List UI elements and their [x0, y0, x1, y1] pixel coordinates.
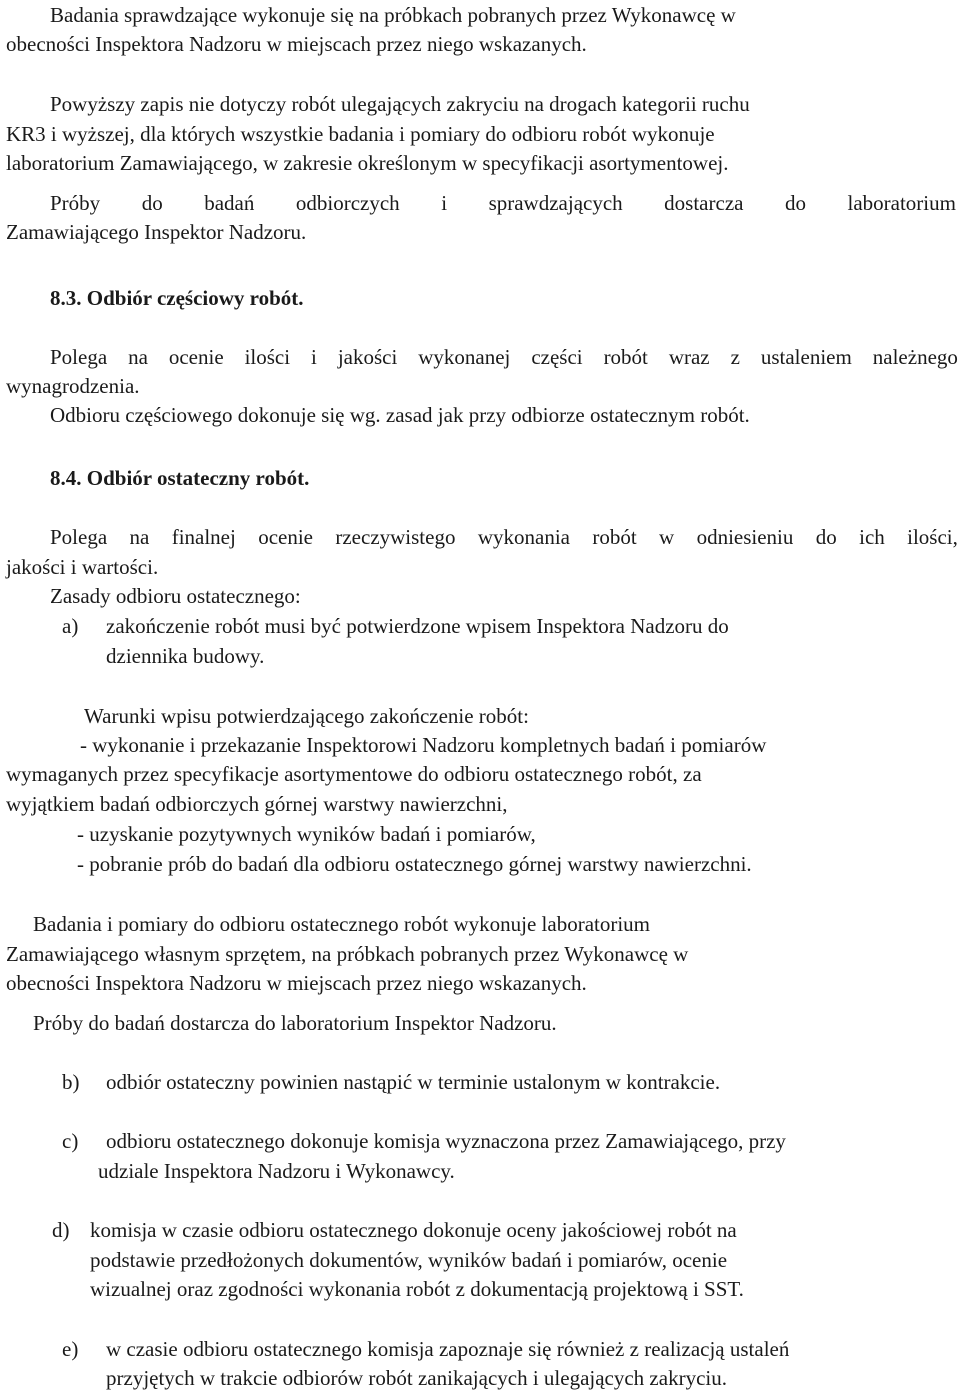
- word: odbiorczych: [295, 191, 400, 215]
- text-line: Próby do badań dostarcza do laboratorium Inspektor Nadzoru.: [33, 1011, 557, 1035]
- word: wykonania: [477, 525, 570, 549]
- word: jakości: [337, 345, 398, 369]
- text-line: Powyższy zapis nie dotyczy robót ulegających zakryciu na drogach kategorii ruchu: [50, 92, 750, 116]
- list-marker: b): [62, 1070, 80, 1094]
- section-heading: 8.4. Odbiór ostateczny robót.: [50, 466, 310, 490]
- justified-line: [50, 523, 958, 551]
- text-line: - pobranie prób do badań dla odbioru ostatecznego górnej warstwy nawierzchni.: [77, 852, 752, 876]
- word: ilości: [244, 345, 291, 369]
- word: na: [129, 525, 150, 549]
- list-item-text: wizualnej oraz zgodności wykonania robót z dokumentacją projektową i SST.: [90, 1277, 744, 1301]
- word: sprawdzających: [488, 191, 623, 215]
- justified-line: [50, 189, 956, 217]
- word: i: [311, 345, 317, 369]
- word: Próby: [50, 191, 101, 215]
- list-item-text: odbioru ostatecznego dokonuje komisja wyznaczona przez Zamawiającego, przy: [106, 1129, 786, 1153]
- word: rzeczywistego: [335, 525, 456, 549]
- word: ocenie: [258, 525, 313, 549]
- text-line: Badania sprawdzające wykonuje się na próbkach pobranych przez Wykonawcę w: [50, 3, 736, 27]
- list-item-text: komisja w czasie odbioru ostatecznego dokonuje oceny jakościowej robót na: [90, 1218, 737, 1242]
- word: robót: [592, 525, 637, 549]
- word: dostarcza: [664, 191, 744, 215]
- text-line: Zamawiającego własnym sprzętem, na próbkach pobranych przez Wykonawcę w: [6, 942, 689, 966]
- list-item-text: przyjętych w trakcie odbiorów robót zanikających i ulegających zakryciu.: [106, 1366, 727, 1390]
- text-line: Zasady odbioru ostatecznego:: [50, 584, 301, 608]
- text-line: obecności Inspektora Nadzoru w miejscach przez niego wskazanych.: [6, 971, 587, 995]
- word: ilości,: [907, 525, 958, 549]
- text-line: - wykonanie i przekazanie Inspektorowi Nadzoru kompletnych badań i pomiarów: [80, 733, 767, 757]
- word: ocenie: [168, 345, 224, 369]
- word: i: [441, 191, 448, 215]
- text-line: KR3 i wyższej, dla których wszystkie badania i pomiary do odbioru robót wykonuje: [6, 122, 715, 146]
- list-marker: c): [62, 1129, 79, 1153]
- word: ich: [859, 525, 885, 549]
- section-heading: 8.3. Odbiór częściowy robót.: [50, 286, 304, 310]
- word: do: [141, 191, 163, 215]
- text-line: laboratorium Zamawiającego, w zakresie określonym w specyfikacji asortymentowej.: [6, 151, 729, 175]
- list-item-text: odbiór ostateczny powinien nastąpić w terminie ustalonym w kontrakcie.: [106, 1070, 721, 1094]
- text-line: wynagrodzenia.: [6, 374, 140, 398]
- word: wykonanej: [418, 345, 511, 369]
- word: odniesieniu: [696, 525, 794, 549]
- text-line: wyjątkiem badań odbiorczych górnej warstwy nawierzchni,: [6, 792, 508, 816]
- text-line: - uzyskanie pozytywnych wyników badań i pomiarów,: [77, 822, 536, 846]
- justified-line: [50, 343, 958, 371]
- word: wraz: [668, 345, 710, 369]
- word: części: [531, 345, 583, 369]
- word: do: [784, 191, 806, 215]
- word: Polega: [50, 345, 108, 369]
- text-line: obecności Inspektora Nadzoru w miejscach przez niego wskazanych.: [6, 32, 587, 56]
- word: finalnej: [171, 525, 236, 549]
- list-item-text: w czasie odbioru ostatecznego komisja zapoznaje się również z realizacją ustaleń: [106, 1337, 790, 1361]
- text-line: jakości i wartości.: [6, 555, 159, 579]
- word: z: [730, 345, 740, 369]
- word: należnego: [872, 345, 958, 369]
- list-marker: e): [62, 1337, 79, 1361]
- word: badań: [204, 191, 255, 215]
- list-item-text: zakończenie robót musi być potwierdzone wpisem Inspektora Nadzoru do: [106, 614, 729, 638]
- text-line: Odbioru częściowego dokonuje się wg. zasad jak przy odbiorze ostatecznym robót.: [50, 403, 750, 427]
- word: ustaleniem: [760, 345, 852, 369]
- word: w: [659, 525, 675, 549]
- text-line: Warunki wpisu potwierdzającego zakończenie robót:: [84, 704, 529, 728]
- text-line: wymaganych przez specyfikacje asortymentowe do odbioru ostatecznego robót, za: [6, 762, 702, 786]
- word: na: [128, 345, 148, 369]
- word: robót: [603, 345, 648, 369]
- text-line: Zamawiającego Inspektor Nadzoru.: [6, 220, 307, 244]
- list-item-text: dziennika budowy.: [106, 644, 265, 668]
- list-marker: a): [62, 614, 79, 638]
- list-marker: d): [52, 1218, 70, 1242]
- word: laboratorium: [847, 191, 956, 215]
- word: Polega: [50, 525, 108, 549]
- text-line: Badania i pomiary do odbioru ostatecznego robót wykonuje laboratorium: [33, 912, 651, 936]
- list-item-text: udziale Inspektora Nadzoru i Wykonawcy.: [98, 1159, 455, 1183]
- list-item-text: podstawie przedłożonych dokumentów, wyników badań i pomiarów, ocenie: [90, 1248, 728, 1272]
- word: do: [815, 525, 837, 549]
